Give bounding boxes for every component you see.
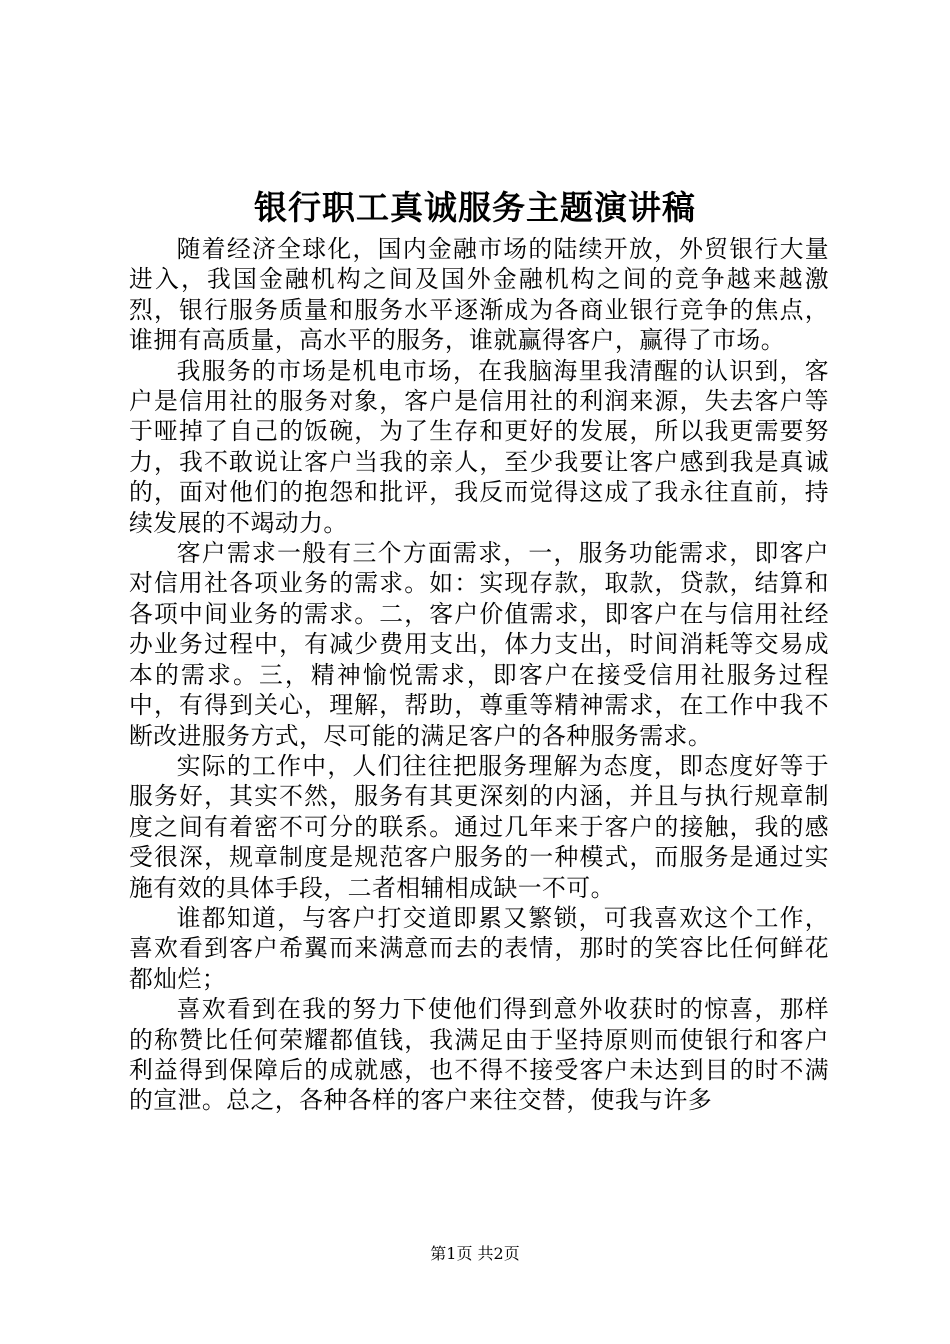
document-body xyxy=(129,234,829,1116)
paragraph-5: 谁都知道，与客户打交道即累又繁锁，可我喜欢这个工作，喜欢看到客户希翼而来满意而去的表情，那时的笑容比任何鲜花都灿烂； xyxy=(129,903,829,993)
page-number-footer: 第1页 共2页 xyxy=(430,1244,520,1263)
page-title: 银行职工真诚服务主题演讲稿 xyxy=(254,188,696,227)
paragraph-1: 随着经济全球化，国内金融市场的陆续开放，外贸银行大量进入，我国金融机构之间及国外金融机构之间的竞争越来越激烈，银行服务质量和服务水平逐渐成为各商业银行竞争的焦点，谁拥有高质量，高水平的服务，谁就赢得客户，赢得了市场。 xyxy=(129,235,829,355)
paragraph-3: 客户需求一般有三个方面需求，一，服务功能需求，即客户对信用社各项业务的需求。如：实现存款，取款，贷款，结算和各项中间业务的需求。二，客户价值需求，即客户在与信用社经办业务过程中，有减少费用支出，体力支出，时间消耗等交易成本的需求。三，精神愉悦需求，即客户在接受信用社服务过程中，有得到关心，理解，帮助，尊重等精神需求，在工作中我不断改进服务方式，尽可能的满足客户的各种服务需求。 xyxy=(129,539,829,750)
paragraph-6: 喜欢看到在我的努力下使他们得到意外收获时的惊喜，那样的称赞比任何荣耀都值钱，我满足由于坚持原则而使银行和客户利益得到保障后的成就感，也不得不接受客户未达到目的时不满的宣泄。总之，各种各样的客户来往交替，使我与许多 xyxy=(129,995,829,1115)
paragraph-2: 我服务的市场是机电市场，在我脑海里我清醒的认识到，客户是信用社的服务对象，客户是信用社的利润来源，失去客户等于哑掉了自己的饭碗，为了生存和更好的发展，所以我更需要努力，我不敢说让客户当我的亲人，至少我要让客户感到我是真诚的，面对他们的抱怨和批评，我反而觉得这成了我永往直前，持续发展的不竭动力。 xyxy=(129,356,829,537)
paragraph-4: 实际的工作中，人们往往把服务理解为态度，即态度好等于服务好，其实不然，服务有其更深刻的内涵，并且与执行规章制度之间有着密不可分的联系。通过几年来于客户的接触，我的感受很深，规章制度是规范客户服务的一种模式，而服务是通过实施有效的具体手段，二者相辅相成缺一不可。 xyxy=(129,751,829,902)
